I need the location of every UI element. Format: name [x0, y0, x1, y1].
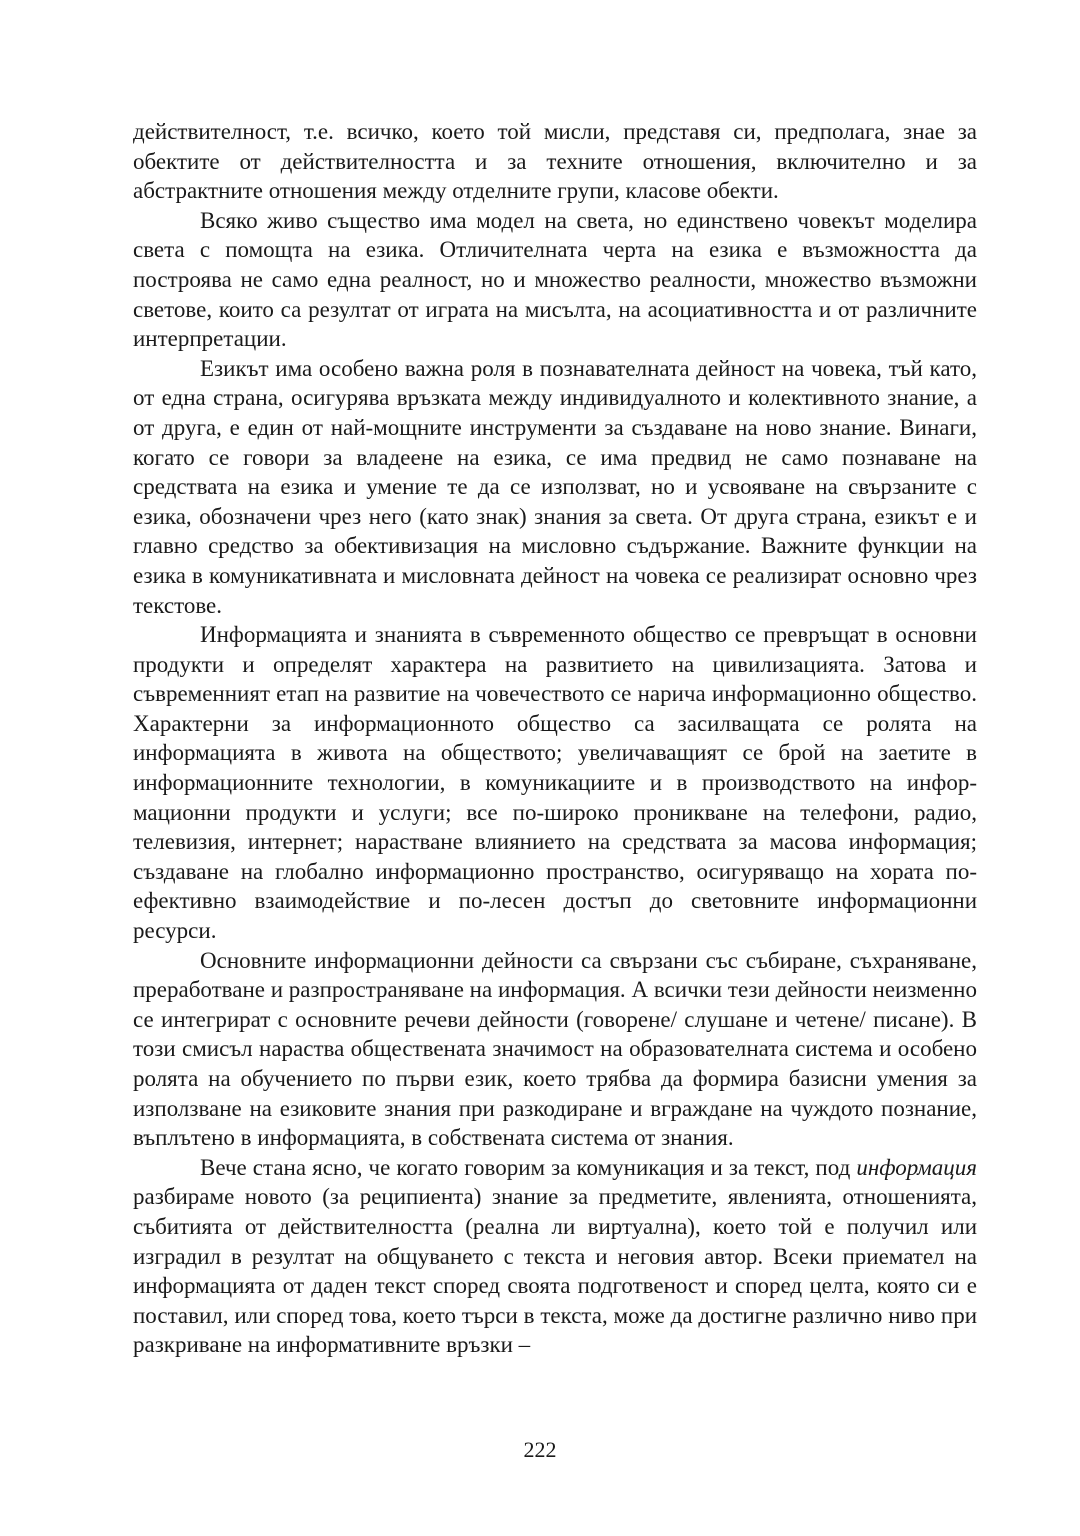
paragraph-1: действителност, т.е. всичко, което той мисли, представя си, предполага, знае за обектите от действителността и за техните отношения, включително и за абстрактните отношения между отделните групи, класове обекти.	[133, 119, 977, 204]
paragraph-6-rest: разбираме новото (за реципиента) знание за предметите, явленията, отношенията, събитията от действителността (реална ли виртуална), което той е получил или изградил в резултат на общуването с текста и неговия автор. Всеки приемател на информацията от даден текст според своята подготвеност и според целта, която си е поставил, или според това, което търси в текста, може да достигне различно ниво при разкриване на информативните връзки –	[133, 1184, 977, 1358]
page-number: 222	[523, 1437, 557, 1462]
body-text	[133, 117, 977, 1360]
paragraph-4: Информацията и знанията в съвременното общество се превръщат в основни продукти и определят характера на развитието на цивилизацията. Затова и съвременният етап на развитие на човечеството се нарича информационно общество. Характерни за информационното общество са засилващата се ролята на информацията в живота на обществото; увеличаващият се брой на заетите в информационните технологии, в комуникациите и в производството на информационни продукти и услуги; все по-широко проникване на телефони, радио, телевизия, интернет; нарастване влиянието на средствата за масова информация; създаване на глобално информационно пространство, осигуряващо на хората по-ефективно взаимодействие и по-лесен достъп до световните информационни ресурси.	[133, 622, 977, 944]
paragraph-2: Всяко живо същество има модел на света, но единствено човекът моделира света с помощта на езика. Отличителната черта на езика е възможността да построява не само една реалност, но и множество реалности, множество възможни светове, които са резултат от играта на мисълта, на асоциативността и от различните интерпретации.	[133, 207, 977, 352]
paragraph-6	[133, 1153, 977, 1360]
paragraph-3: Езикът има особено важна роля в познавателната дейност на човека, тъй като, от една страна, осигурява връзката между индивидуалното и колективното знание, а от друга, е един от най-мощните инструменти за създаване на ново знание. Винаги, когато се говори за владеене на езика, се има предвид не само познаване на средствата на езика и умение те да се използват, но и усвояване на свързаните с езика, обозначени чрез него (като знак) знания за света. От друга страна, езикът е и главно средство за обективизация на мисловно съдържание. Важните функции на езика в комуникативната и мисловната дейност на човека се реализират основно чрез текстове.	[133, 355, 977, 618]
italic-term: информация	[856, 1154, 977, 1180]
paragraph-5: Основните информационни дейности са свързани със събиране, съхраняване, преработване и разпространяване на информация. А всички тези дейности неизменно се интегрират с основните речеви дейности (говорене/ слушане и четене/ писане). В този смисъл нараства обществената значимост на образователната система и особено ролята на обучението по първи език, което трябва да формира базисни умения за използване на езиковите знания при разкодиране и вграждане на чуждото познание, въплътено в информацията, в собствената система от знания.	[133, 947, 977, 1151]
paragraph-6-lead: Вече стана ясно, че когато говорим за комуникация и за текст, под	[200, 1154, 857, 1180]
